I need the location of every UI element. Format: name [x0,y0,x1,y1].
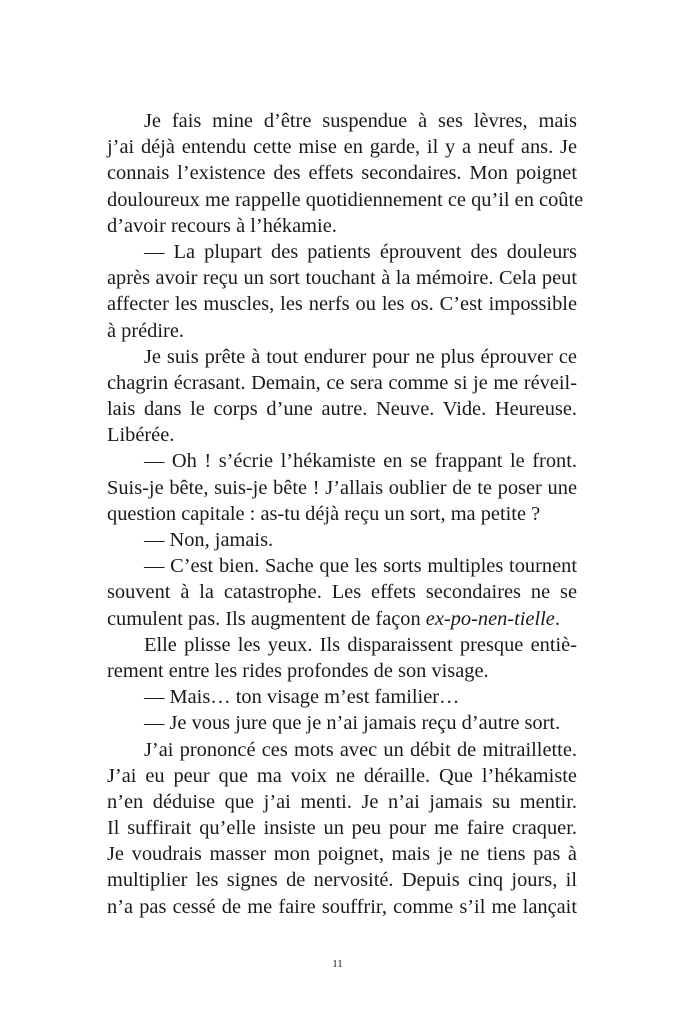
text-line [107,213,577,239]
text-line [107,448,577,474]
text-line [107,370,577,396]
text-line-content: — Mais… ton visage m’est familier… [144,686,460,709]
text-line-content: rement entre les rides profondes de son visage. [107,659,489,682]
text-line-content: lais dans le corps d’une autre. Neuve. Vide. Heureuse. [107,398,577,421]
text-line [107,239,577,265]
text-line-content: Je fais mine d’être suspendue à ses lèvres, mais [144,110,577,132]
text-line-content: connais l’existence des effets secondaires. Mon poignet [107,162,577,185]
text-line-content: affecter les muscles, les nerfs ou les os. C’est impossible [107,293,577,316]
text-line-content: cumulent pas. Ils augmentent de façon [107,607,426,630]
text-line [107,134,577,160]
text-line-content: J’ai eu peur que ma voix ne déraille. Que l’hékamiste [107,764,577,787]
text-line-tail: . [554,607,560,630]
text-line [107,815,577,841]
text-line [107,710,577,736]
text-line-content: — C’est bien. Sache que les sorts multiples tournent [144,555,577,578]
text-line [107,501,577,527]
text-line [107,291,577,317]
text-line-content: Il suffirait qu’elle insiste un peu pour me faire craquer. [107,817,577,840]
text-line-content: — Je vous jure que je n’ai jamais reçu d’autre sort. [144,712,561,735]
text-line [107,396,577,422]
text-line [107,318,577,344]
text-line [107,763,577,789]
text-line [107,187,584,213]
text-line [107,841,577,867]
italic-emphasis: ex-po-nen-tielle [425,607,555,630]
body-text [107,108,584,920]
text-line [107,553,577,579]
text-line-content: d’avoir recours à l’hékamie. [107,214,337,237]
text-line [107,475,577,501]
text-line-content: j’ai déjà entendu cette mise en garde, il y a neuf ans. Je [107,136,577,159]
text-line [107,867,577,893]
text-line [107,527,577,553]
text-line [107,579,577,605]
text-line-content: douloureux me rappelle quotidiennement ce qu’il en coûte [107,188,584,211]
text-line-content: Libérée. [107,424,175,447]
text-line-content: — La plupart des patients éprouvent des douleurs [144,240,577,263]
text-line [107,108,577,134]
text-line-content: n’en déduise que j’ai menti. Je n’ai jamais su mentir. [107,790,577,813]
page-number: 11 [332,958,343,970]
text-line [107,265,577,291]
text-line-content: — Non, jamais. [144,529,274,551]
text-line [107,160,577,186]
text-line [107,658,577,684]
text-line-content: question capitale : as-tu déjà reçu un sort, ma petite ? [107,502,541,525]
text-line-content: Je suis prête à tout endurer pour ne plus éprouver ce [144,345,577,368]
text-line [107,684,577,710]
text-line-content: n’a pas cessé de me faire souffrir, comme s’il me lançait [107,895,577,918]
text-line-content: à prédire. [107,319,184,342]
text-line-content: J’ai prononcé ces mots avec un débit de mitraillette. [144,738,577,761]
text-line [107,789,577,815]
text-line-content: Elle plisse les yeux. Ils disparaissent presque entiè- [144,633,577,656]
text-line-content: Suis-je bête, suis-je bête ! J’allais oublier de te poser une [107,476,577,499]
text-line-content: Je voudrais masser mon poignet, mais je ne tiens pas à [107,843,577,866]
text-line-content: — Oh ! s’écrie l’hékamiste en se frappant le front. [144,450,577,473]
text-line [107,632,577,658]
text-line [107,344,577,370]
text-line [107,737,577,763]
text-line [107,606,577,632]
text-line-content: multiplier les signes de nervosité. Depuis cinq jours, il [107,869,577,892]
text-line-content: souvent à la catastrophe. Les effets secondaires ne se [107,581,577,604]
text-line-content: après avoir reçu un sort touchant à la mémoire. Cela peut [107,267,577,290]
text-line [107,894,577,920]
text-line-content: chagrin écrasant. Demain, ce sera comme si je me réveil- [107,371,577,394]
text-line [107,422,577,448]
